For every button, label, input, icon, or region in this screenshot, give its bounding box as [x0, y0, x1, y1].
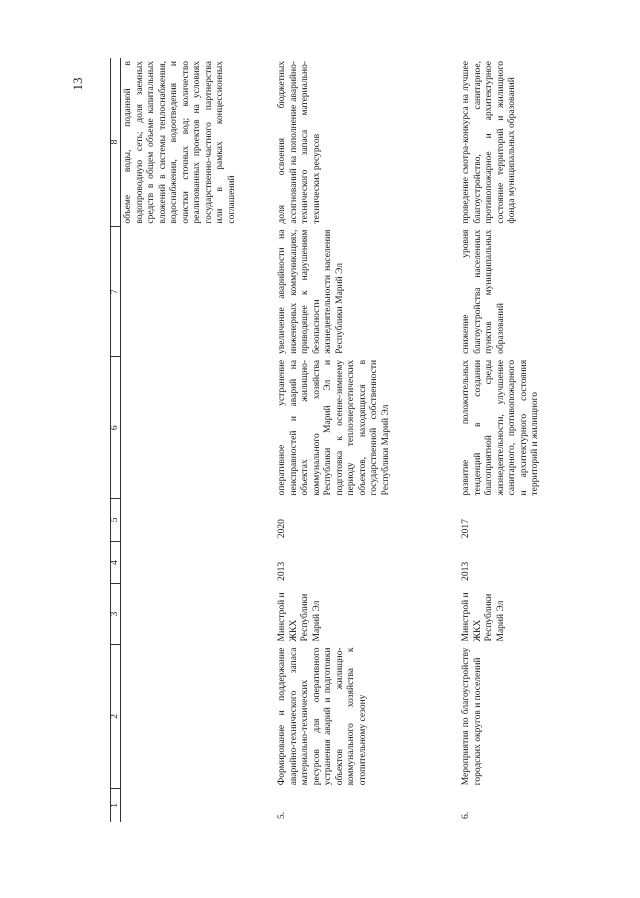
indicators: объеме воды, поданной в водопроводную сеть; доля заемных средств в общем объеме капитальных вложений в системы теплоснабжения, водоснабжения, водоотведения и очистки сточных вод; количество реализованных проектов на условиях государственно-частного партнерства или в рамках концессионных соглашений [123, 61, 237, 224]
consequences: снижение уровня благоустройства населенных пунктов муниципальных образований [461, 229, 506, 354]
end-year: 2020 [277, 519, 287, 539]
column-number: 6 [111, 357, 121, 499]
indicators: проведение смотра-конкурса на лучшее благоустройство, санитарное, противопожарное и архитектурное состояние территорий и жилищного фонда муниципальных образований [461, 61, 517, 224]
consequences [121, 227, 276, 357]
row-number: 6. [461, 811, 471, 819]
column-number: 2 [111, 645, 121, 789]
column-number: 4 [111, 541, 121, 584]
column-number: 8 [111, 58, 121, 227]
executor: Минстрой и ЖКХ Республики Марий Эл [461, 592, 506, 642]
column-number: 3 [111, 584, 121, 645]
end-year: 2017 [461, 519, 471, 539]
table-row [121, 58, 276, 822]
column-number: 5 [111, 498, 121, 541]
measure-name: Мероприятия по благоустройству городских округов и поселений [461, 647, 483, 786]
start-year: 2013 [461, 561, 471, 581]
table-row [275, 58, 459, 822]
column-number: 1 [111, 788, 121, 822]
measure-content: оперативное устранение неисправностей и аварий на объектах жилищно-коммунального хозяйства Республики Марий Эл и подготовка к осенне-зимнему периоду теплоэнергетических объектов, находящихся в государственной собственности Республики Марий Эл [277, 359, 391, 496]
page-number: 13 [70, 77, 85, 91]
measure-content [121, 357, 276, 499]
start-year: 2013 [277, 561, 287, 581]
measure-name [121, 645, 276, 789]
row-number [121, 788, 276, 822]
table-row [459, 58, 588, 822]
executor: Минстрой и ЖКХ Республики Марий Эл [277, 592, 322, 642]
row-number: 5. [277, 811, 287, 819]
end-year [121, 498, 276, 541]
start-year [121, 541, 276, 584]
rotated-table-container [110, 58, 580, 822]
measure-name: Формирование и поддержание аварийно-технического запаса материально-технических ресурсов для оперативного устранения аварий и подготовки объектов жилищно-коммунального хозяйства к отопительному сезону [277, 647, 368, 786]
executor [121, 584, 276, 645]
column-number: 7 [111, 227, 121, 357]
column-number-row [111, 58, 121, 822]
consequences: увеличение аварийности на инженерных коммуникациях, приводящее к нарушениям безопасности жизнедеятельности населения Республики Марий Эл [277, 229, 345, 354]
indicators: доля освоения бюджетных ассигнований на пополнение аварийно-технического запаса материально-технических ресурсов [277, 61, 322, 224]
measure-content: развитие положительных тенденций в создании благоприятной среды жизнедеятельности, улучшение санитарного, противопожарного и архитектурного состояния территорий и жилищного [461, 359, 540, 496]
program-measures-table [110, 58, 588, 822]
